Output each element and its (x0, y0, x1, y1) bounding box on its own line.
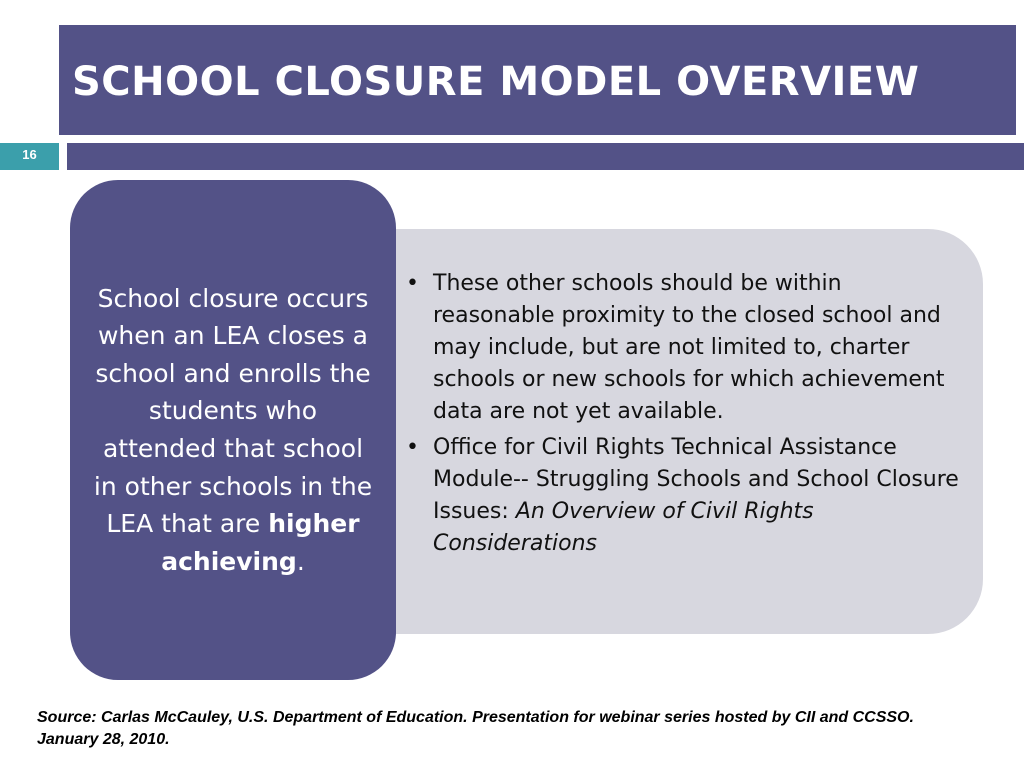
bullet-item-ocr-module (406, 432, 962, 560)
definition-end-punctuation: . (296, 546, 305, 576)
header-rule-bar (67, 143, 1024, 170)
definition-text (89, 280, 377, 581)
bullet-item-proximity (406, 268, 962, 428)
bullet-text: These other schools should be within reasonable proximity to the closed school and may include, but are not limited to, charter schools or new schools for which achievement data are not yet available. (433, 271, 945, 424)
bullet-dot-icon: • (406, 271, 419, 296)
definition-box (70, 180, 396, 680)
detail-bullet-list (406, 268, 962, 564)
source-citation: Source: Carlas McCauley, U.S. Department of Education. Presentation for webinar series hosted by CII and CCSSO. January 28, 2010. (37, 709, 914, 748)
slide-title: SCHOOL CLOSURE MODEL OVERVIEW (72, 59, 920, 105)
definition-emphasis: higher achieving (161, 509, 360, 576)
bullet-italic-title: An Overview of Civil Rights Considerations (433, 499, 814, 556)
bullet-dot-icon: • (406, 435, 419, 460)
definition-main-text: School closure occurs when an LEA closes a school and enrolls the students who attended that school in other schools in the LEA that are (93, 283, 373, 539)
slide-number-badge: 16 (0, 143, 59, 170)
bullet-text: Office for Civil Rights Technical Assistance Module-- Struggling Schools and School Closure Issues: (433, 435, 959, 524)
